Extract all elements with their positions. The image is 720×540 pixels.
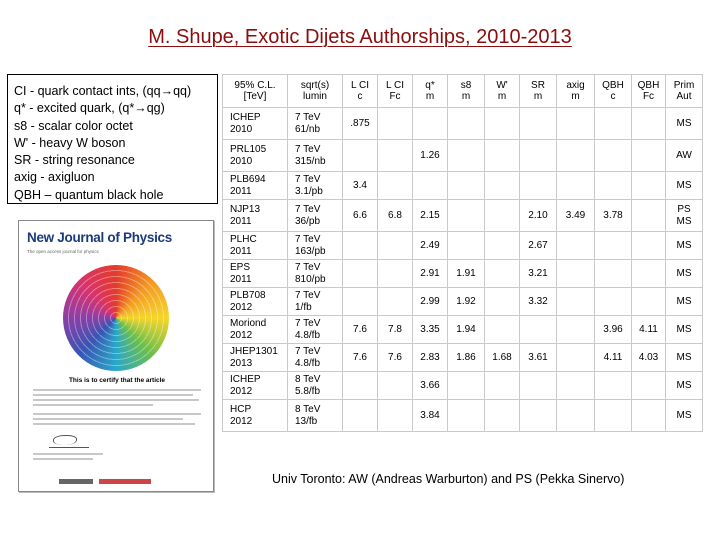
limit-value-cell: 1.94 [448,316,485,344]
conference-cell-line: 2011 [230,273,252,285]
legend-item: QBH – quantum black hole [14,187,164,202]
limit-value-cell [378,288,413,316]
limit-value-cell: 7.6 [343,344,378,372]
column-header-line: q* [425,79,435,91]
primary-author-cell: MS [666,400,703,432]
column-header [666,75,703,108]
luminosity-cell-line: 810/pb [295,273,326,285]
column-header [378,75,413,108]
primary-author-cell: MS [666,232,703,260]
luminosity-cell-line: 315/nb [295,155,326,167]
luminosity-cell-line: 36/pb [295,215,321,227]
limit-value-cell: 7.8 [378,316,413,344]
limit-value-cell [485,372,520,400]
conference-cell-line: PLB694 [230,174,266,185]
limit-value-cell [632,288,666,316]
column-header [520,75,557,108]
luminosity-cell-line: 5.8/fb [295,385,321,397]
table-row [223,400,703,432]
luminosity-cell-line: 8 TeV [295,404,321,415]
luminosity-cell-line: 7 TeV [295,262,321,273]
luminosity-cell [288,400,343,432]
limit-value-cell [448,140,485,172]
limit-value-cell [557,344,595,372]
conference-cell-line: Moriond [230,318,267,329]
limit-value-cell [448,232,485,260]
limit-value-cell [557,372,595,400]
limit-value-cell: .875 [343,108,378,140]
table-row [223,260,703,288]
table-row [223,372,703,400]
primary-author-cell: MS [666,108,703,140]
luminosity-cell-line: 163/pb [295,245,326,257]
limit-value-cell [557,140,595,172]
limit-value-cell: 3.4 [343,172,378,200]
limit-value-cell: 4.11 [632,316,666,344]
luminosity-cell [288,172,343,200]
column-header [448,75,485,108]
limit-value-cell [632,200,666,232]
limit-value-cell: 3.61 [520,344,557,372]
column-header-line: c [610,91,616,102]
column-header [413,75,448,108]
primary-author-cell: MS [666,372,703,400]
certificate-heading: This is to certify that the article [68,377,166,384]
primary-author-cell: AW [666,140,703,172]
luminosity-cell-line: 7 TeV [295,204,321,215]
luminosity-cell [288,316,343,344]
limit-value-cell [485,288,520,316]
column-header-line: Aut [676,91,692,102]
column-header-line: sqrt(s) [300,79,330,91]
luminosity-cell [288,108,343,140]
limit-value-cell: 2.15 [413,200,448,232]
limit-value-cell [632,372,666,400]
conference-cell [223,316,288,344]
primary-author-cell: MS [666,172,703,200]
limit-value-cell [595,232,632,260]
limit-value-cell [378,140,413,172]
limit-value-cell [557,400,595,432]
column-header-line: [TeV] [243,91,267,102]
conference-cell-line: 2012 [230,415,253,427]
luminosity-cell-line: 13/fb [295,415,318,427]
luminosity-cell-line: 3.1/pb [295,185,323,197]
limit-value-cell [557,288,595,316]
primary-author-cell: MS [666,288,703,316]
limit-value-cell [378,400,413,432]
legend-item: W' - heavy W boson [14,135,126,150]
conference-cell-line: 2012 [230,329,253,341]
limit-value-cell [343,288,378,316]
limit-value-cell: 1.68 [485,344,520,372]
limit-value-cell [632,260,666,288]
luminosity-cell-line: 4.8/fb [295,329,321,341]
limit-value-cell [378,260,413,288]
column-header-line: m [497,91,507,102]
limit-value-cell [485,172,520,200]
limit-value-cell [343,372,378,400]
limit-value-cell [632,232,666,260]
column-header-line: Prim [673,79,695,91]
text-line [33,413,201,415]
limit-value-cell [343,232,378,260]
text-line [33,399,199,401]
text-line [33,423,195,425]
limit-value-cell: 3.35 [413,316,448,344]
limit-value-cell: 2.49 [413,232,448,260]
column-header-line: QBH [602,79,624,91]
luminosity-cell-line: 7 TeV [295,318,321,329]
limit-value-cell [485,260,520,288]
limit-value-cell: 6.6 [343,200,378,232]
table-row [223,200,703,232]
footnote: Univ Toronto: AW (Andreas Warburton) and PS (Pekka Sinervo) [272,472,625,486]
publisher-logos-icon [59,479,189,485]
limit-value-cell [448,400,485,432]
limit-value-cell [557,260,595,288]
limit-value-cell [448,200,485,232]
luminosity-cell [288,344,343,372]
primary-author-cell: MS [666,316,703,344]
conference-cell-line: 2010 [230,155,253,167]
conference-cell [223,344,288,372]
limit-value-cell [448,172,485,200]
luminosity-cell-line: 7 TeV [295,234,321,245]
conference-cell [223,288,288,316]
limit-value-cell [520,108,557,140]
column-header [288,75,343,108]
limit-value-cell: 3.21 [520,260,557,288]
column-header-line: Fc [389,91,401,102]
limit-value-cell: 3.49 [557,200,595,232]
luminosity-cell-line: 1/fb [295,301,312,313]
limit-value-cell: 3.32 [520,288,557,316]
text-line [33,453,103,455]
limit-value-cell: 1.92 [448,288,485,316]
limit-value-cell [595,172,632,200]
conference-cell-line: 2011 [230,245,252,257]
luminosity-cell [288,372,343,400]
column-header-line: lumin [303,91,327,102]
target-logo-icon [63,265,169,371]
luminosity-cell [288,140,343,172]
column-header-line: c [357,91,363,102]
limit-value-cell [485,232,520,260]
conference-cell [223,140,288,172]
column-header-line: Fc [642,91,655,102]
text-line [33,418,183,420]
primary-author-cell [666,200,703,232]
limit-value-cell: 7.6 [343,316,378,344]
luminosity-cell-line: 61/nb [295,123,321,135]
limit-value-cell [595,288,632,316]
limit-value-cell [595,400,632,432]
column-header-line: axig [566,79,585,91]
luminosity-cell-line: 7 TeV [295,112,321,123]
column-header [223,75,288,108]
limit-value-cell [413,172,448,200]
authorship-table [222,74,703,432]
luminosity-cell-line: 8 TeV [295,374,321,385]
conference-cell-line: PLB708 [230,290,266,301]
luminosity-cell [288,288,343,316]
author-initials: PS [677,204,691,215]
limit-value-cell: 3.96 [595,316,632,344]
limit-value-cell: 2.99 [413,288,448,316]
limit-value-cell: 1.86 [448,344,485,372]
limit-value-cell [378,172,413,200]
limit-value-cell [557,316,595,344]
conference-cell [223,400,288,432]
conference-cell [223,172,288,200]
limit-value-cell: 2.91 [413,260,448,288]
conference-cell [223,260,288,288]
limit-value-cell [632,108,666,140]
limit-value-cell [485,108,520,140]
limit-value-cell: 2.83 [413,344,448,372]
slide-title: M. Shupe, Exotic Dijets Authorships, 2010-2013 [148,26,572,48]
table-row [223,172,703,200]
table-row [223,140,703,172]
conference-cell-line: 2013 [230,357,253,369]
luminosity-cell-line: 7 TeV [295,346,321,357]
limit-value-cell [485,140,520,172]
text-line [33,394,193,396]
signature-icon [49,433,89,448]
column-header-line: W' [496,79,508,91]
limit-value-cell [557,172,595,200]
limit-value-cell: 1.26 [413,140,448,172]
limit-value-cell [343,140,378,172]
luminosity-cell [288,232,343,260]
limit-value-cell [632,140,666,172]
legend-item: SR - string resonance [14,153,135,168]
limit-value-cell: 2.10 [520,200,557,232]
column-header-line: m [461,91,471,102]
table-row [223,344,703,372]
limit-value-cell [557,108,595,140]
author-initials: MS [676,215,692,227]
luminosity-cell [288,200,343,232]
column-header-line: m [425,91,435,102]
text-line [33,458,93,460]
limit-value-cell [595,260,632,288]
limit-value-cell [485,400,520,432]
conference-cell [223,232,288,260]
conference-cell-line: ICHEP [230,112,261,123]
journal-name: New Journal of Physics [27,230,172,245]
column-header [557,75,595,108]
limit-value-cell [595,372,632,400]
column-header-line: L CI [386,79,404,91]
limit-value-cell [343,260,378,288]
conference-cell [223,372,288,400]
conference-cell-line: 2012 [230,385,253,397]
limit-value-cell: 3.66 [413,372,448,400]
limit-value-cell [520,372,557,400]
limit-value-cell [520,140,557,172]
column-header-line: QBH [637,79,660,91]
legend-item: axig - axigluon [14,170,95,185]
conference-cell [223,200,288,232]
conference-cell-line: JHEP1301 [230,346,278,357]
column-header [595,75,632,108]
journal-subtitle: The open access journal for physics [27,249,99,254]
limit-value-cell [448,372,485,400]
limit-value-cell [378,372,413,400]
limit-value-cell [343,400,378,432]
limit-value-cell [378,232,413,260]
limit-value-cell: 1.91 [448,260,485,288]
table-row [223,232,703,260]
limit-value-cell: 4.11 [595,344,632,372]
limit-value-cell: 6.8 [378,200,413,232]
column-header [343,75,378,108]
legend-item: CI - quark contact ints, (qq→qq) [14,84,192,98]
conference-cell-line: ICHEP [230,374,261,385]
luminosity-cell-line: 4.8/fb [295,357,321,369]
conference-cell-line: PLHC [230,234,257,245]
luminosity-cell-line: 7 TeV [295,174,321,185]
conference-cell-line: PRL105 [230,144,267,155]
conference-cell-line: EPS [230,262,251,273]
legend-item: q* - excited quark, (q*→qg) [14,101,165,116]
limit-value-cell [413,108,448,140]
limit-value-cell [378,108,413,140]
limit-value-cell: 3.84 [413,400,448,432]
column-header-line: m [533,91,543,102]
limit-value-cell: 3.78 [595,200,632,232]
column-header-line: L CI [351,79,369,91]
journal-cover-image [18,220,214,492]
limit-value-cell [595,140,632,172]
primary-author-cell: MS [666,260,703,288]
limit-value-cell: 2.67 [520,232,557,260]
table-row [223,316,703,344]
column-header-line: m [571,91,580,102]
abbreviation-legend [7,74,218,204]
conference-cell-line: HCP [230,404,252,415]
conference-cell [223,108,288,140]
limit-value-cell [448,108,485,140]
limit-value-cell [520,400,557,432]
text-line [33,389,201,391]
limit-value-cell: 4.03 [632,344,666,372]
luminosity-cell-line: 7 TeV [295,290,321,301]
limit-value-cell: 7.6 [378,344,413,372]
legend-item: s8 - scalar color octet [14,118,133,133]
column-header-line: 95% C.L. [234,79,276,91]
conference-cell-line: 2011 [230,215,252,227]
limit-value-cell [520,316,557,344]
limit-value-cell [632,400,666,432]
header-row [223,75,703,108]
limit-value-cell [485,200,520,232]
column-header-line: s8 [460,79,472,91]
limit-value-cell [520,172,557,200]
luminosity-cell [288,260,343,288]
table-row [223,108,703,140]
text-line [33,404,153,406]
column-header [485,75,520,108]
conference-cell-line: 2010 [230,123,253,135]
limit-value-cell [557,232,595,260]
luminosity-cell-line: 7 TeV [295,144,321,155]
conference-cell-line: 2011 [230,185,252,197]
conference-cell-line: NJP13 [230,204,261,215]
column-header-line: SR [531,79,545,91]
limit-value-cell [595,108,632,140]
primary-author-cell: MS [666,344,703,372]
table-row [223,288,703,316]
limit-value-cell [485,316,520,344]
column-header [632,75,666,108]
limit-value-cell [632,172,666,200]
conference-cell-line: 2012 [230,301,253,313]
